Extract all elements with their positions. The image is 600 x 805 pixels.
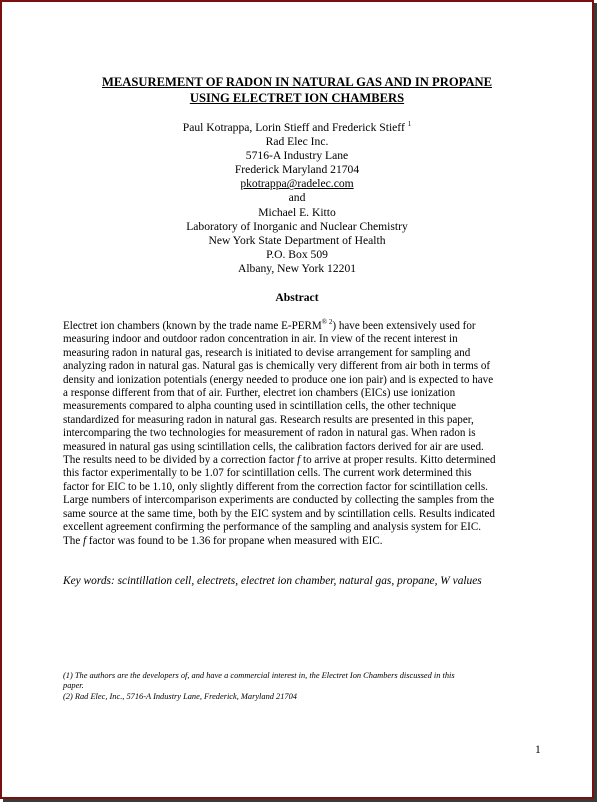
abstract-line: density and ionization potentials (energy needed to produce one ion pair) and is expected to have <box>63 373 494 386</box>
abstract-text: to arrive at proper results. Kitto determined <box>300 454 496 467</box>
footnote-1: (1) The authors are the developers of, and have a commercial interest in, the Electret Ion Chambers discussed in this <box>63 671 455 680</box>
paper-title <box>22 74 572 106</box>
abstract-line: excellent agreement confirming the performance of the sampling and analysis system for EIC. <box>63 521 482 534</box>
second-author-name: Michael E. Kitto <box>258 205 336 219</box>
abstract-line: Large numbers of intercomparison experiments are conducted by collecting the samples from the <box>63 494 495 507</box>
footnote-2: (2) Rad Elec, Inc., 5716-A Industry Lane, Frederick, Maryland 21704 <box>63 691 297 701</box>
abstract-line: measured in natural gas using scintillation cells, the calibration factors derived for air are used. <box>63 440 484 453</box>
abstract-text: The <box>63 534 84 547</box>
abstract-line: this factor experimentally to be 1.07 for scintillation cells. The current work determined this <box>63 467 472 480</box>
abstract-text: ) have been extensively used for <box>332 320 476 332</box>
footnotes <box>63 671 553 702</box>
abstract-heading: Abstract <box>275 291 319 304</box>
second-author-lab: Laboratory of Inorganic and Nuclear Chemistry <box>186 219 408 233</box>
abstract-text: factor was found to be 1.36 for propane when measured with EIC. <box>86 534 383 547</box>
abstract-line <box>63 535 553 548</box>
second-author-po-box: P.O. Box 509 <box>266 247 328 261</box>
second-author-city: Albany, New York 12201 <box>237 261 357 275</box>
author-email-link[interactable]: pkotrappa@radelec.com <box>240 177 354 191</box>
author-names-line <box>22 121 572 135</box>
footnote-1-continued: paper. <box>63 681 84 691</box>
second-author-department: New York State Department of Health <box>208 233 386 247</box>
paper-title-line-2: USING ELECTRET ION CHAMBERS <box>189 91 405 105</box>
abstract-line: analyzing radon in natural gas. Natural gas is chemically very different from air both in terms of <box>63 360 491 373</box>
abstract-line: a response different from that of air. Further, electret ion chambers (EICs) use ionization <box>63 387 456 400</box>
abstract-line: measuring radon in natural gas, research is initiated to devise arrangement for sampling and <box>63 346 471 359</box>
abstract-line <box>63 320 553 333</box>
keywords-line: Key words: scintillation cell, electrets, electret ion chamber, natural gas, propane, W values <box>63 575 482 587</box>
abstract-line: same source at the same time, both by the EIC system and by scintillation cells. Results indicated <box>63 507 495 520</box>
abstract-line: standardized for measuring radon in natural gas. Research results are presented in this paper, <box>63 413 474 426</box>
abstract-line <box>63 454 553 467</box>
abstract-text: The results need to be divided by a correction factor <box>63 454 298 467</box>
abstract-line: measurements compared to alpha counting used in scintillation cells, the other technique <box>63 400 457 413</box>
abstract-text: Electret ion chambers (known by the trade name E-PERM <box>63 320 322 332</box>
author-names: Paul Kotrappa, Lorin Stieff and Frederick Stieff <box>182 121 405 134</box>
f-factor-symbol: f <box>83 534 87 547</box>
f-factor-symbol: f <box>297 454 301 467</box>
page-number: 1 <box>535 743 541 756</box>
abstract-line: factor for EIC to be 1.10, only slightly different from the correction factor for scintillation cells. <box>63 480 488 493</box>
abstract-line: intercomparing the two technologies for measurement of radon in natural gas. When radon is <box>63 427 476 440</box>
author-company: Rad Elec Inc. <box>265 135 329 149</box>
author-address-city: Frederick Maryland 21704 <box>234 163 360 177</box>
abstract-paragraph <box>63 320 553 548</box>
trademark-superscript: ® 2 <box>321 318 333 326</box>
author-footnote-marker: 1 <box>407 120 412 128</box>
abstract-line: measuring indoor and outdoor radon concentration in air. In view of the recent interest in <box>63 333 458 346</box>
paper-title-line-1: MEASUREMENT OF RADON IN NATURAL GAS AND IN PROPANE <box>102 75 492 89</box>
author-conjunction: and <box>288 191 306 205</box>
author-address-street: 5716-A Industry Lane <box>245 149 349 163</box>
author-block <box>22 121 572 276</box>
